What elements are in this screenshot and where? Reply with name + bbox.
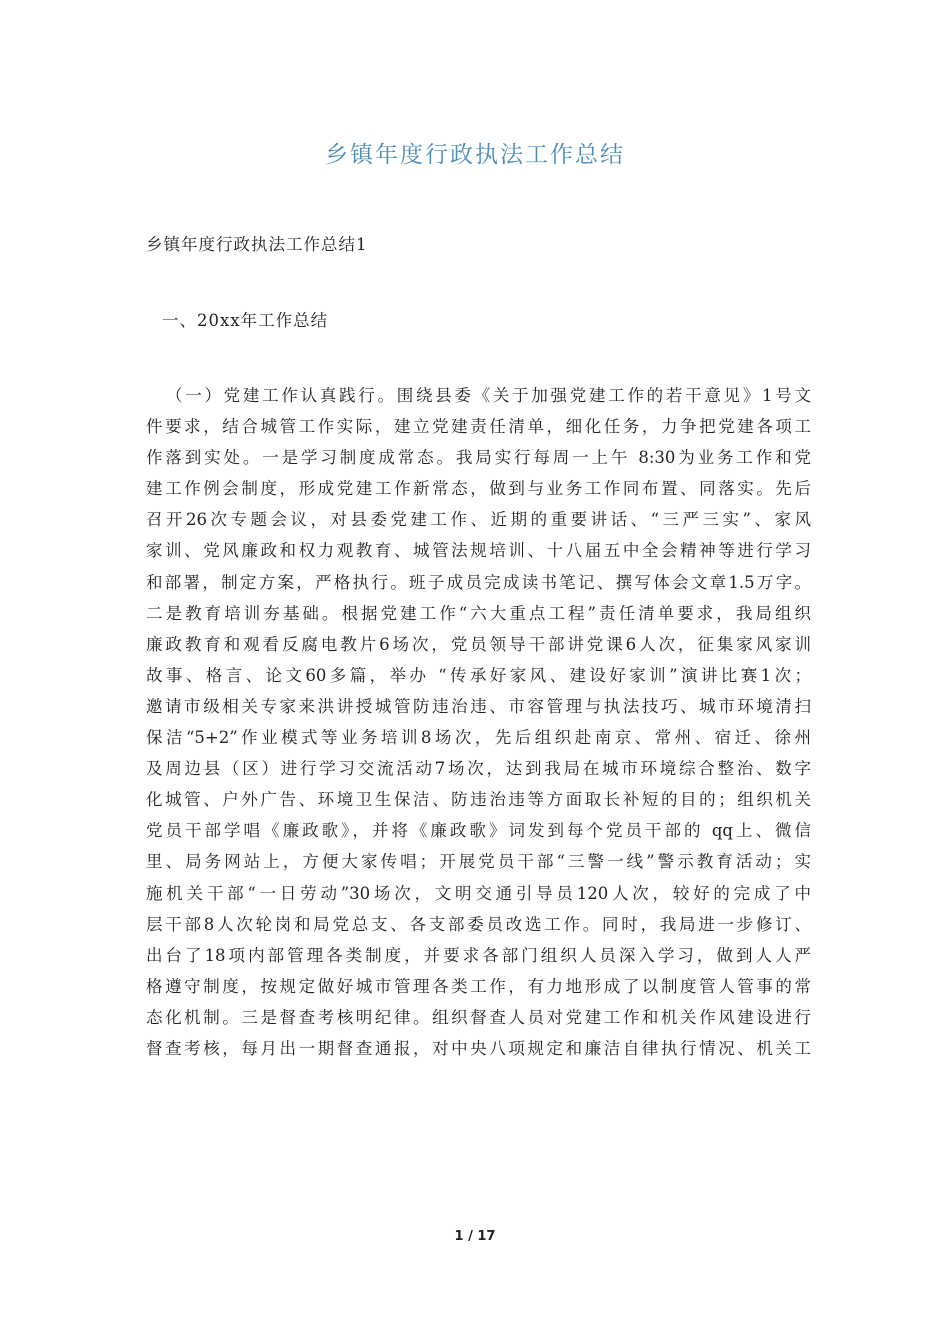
section-heading: 一、20xx年工作总结 (162, 311, 329, 330)
body-line: 出台了18项内部管理各类制度，并要求各部门组织人员深入学习，做到人人严 (146, 945, 811, 965)
body-line: 态化机制。三是督查考核明纪律。组织督查人员对党建工作和机关作风建设进行 (146, 1007, 811, 1027)
document-title: 乡镇年度行政执法工作总结 (325, 142, 625, 168)
body-line: 家训、党风廉政和权力观教育、城管法规培训、十八届五中全会精神等进行学习 (146, 541, 811, 561)
body-line: 里、局务网站上，方便大家传唱；开展党员干部“三警一线”警示教育活动；实 (146, 852, 811, 872)
body-line: 化城管、户外广告、环境卫生保洁、防违治违等方面取长补短的目的；组织机关 (146, 790, 811, 810)
body-line: 召开26次专题会议，对县委党建工作、近期的重要讲话、“三严三实”、家风 (146, 510, 811, 530)
body-line: 廉政教育和观看反腐电教片6场次，党员领导干部讲党课6人次，征集家风家训 (146, 634, 811, 654)
body-line: 督查考核，每月出一期督查通报，对中央八项规定和廉洁自律执行情况、机关工 (146, 1038, 811, 1058)
body-text (146, 380, 811, 1064)
body-line: 格遵守制度，按规定做好城市管理各类工作，有力地形成了以制度管人管事的常 (146, 976, 811, 996)
body-line: 件要求，结合城管工作实际，建立党建责任清单，细化任务，力争把党建各项工 (146, 417, 811, 437)
body-line: 和部署，制定方案，严格执行。班子成员完成读书笔记、撰写体会文章1.5万字。 (146, 572, 811, 592)
body-line: 作落到实处。一是学习制度成常态。我局实行每周一上午 8:30为业务工作和党 (146, 448, 811, 468)
body-line: 二是教育培训夯基础。根据党建工作“六大重点工程”责任清单要求，我局组织 (146, 603, 811, 623)
body-line: （一）党建工作认真践行。围绕县委《关于加强党建工作的若干意见》1号文 (166, 386, 811, 405)
document-subtitle: 乡镇年度行政执法工作总结1 (146, 235, 368, 254)
body-line: 层干部8人次轮岗和局党总支、各支部委员改选工作。同时，我局进一步修订、 (146, 914, 811, 934)
body-line: 党员干部学唱《廉政歌》，并将《廉政歌》词发到每个党员干部的 qq上、微信 (146, 821, 811, 841)
body-line: 施机关干部“一日劳动”30场次，文明交通引导员120人次，较好的完成了中 (146, 883, 811, 903)
page-number: 1 / 17 (454, 1229, 496, 1244)
body-line: 建工作例会制度，形成党建工作新常态，做到与业务工作同布置、同落实。先后 (146, 479, 811, 499)
body-line: 及周边县（区）进行学习交流活动7场次，达到我局在城市环境综合整治、数字 (146, 759, 811, 779)
body-line: 邀请市级相关专家来洪讲授城管防违治违、市容管理与执法技巧、城市环境清扫 (146, 696, 811, 716)
body-line: 保洁“5+2”作业模式等业务培训8场次，先后组织赴南京、常州、宿迁、徐州 (146, 728, 811, 748)
body-line: 故事、格言、论文60多篇，举办 “传承好家风、建设好家训”演讲比赛1次； (146, 665, 811, 685)
